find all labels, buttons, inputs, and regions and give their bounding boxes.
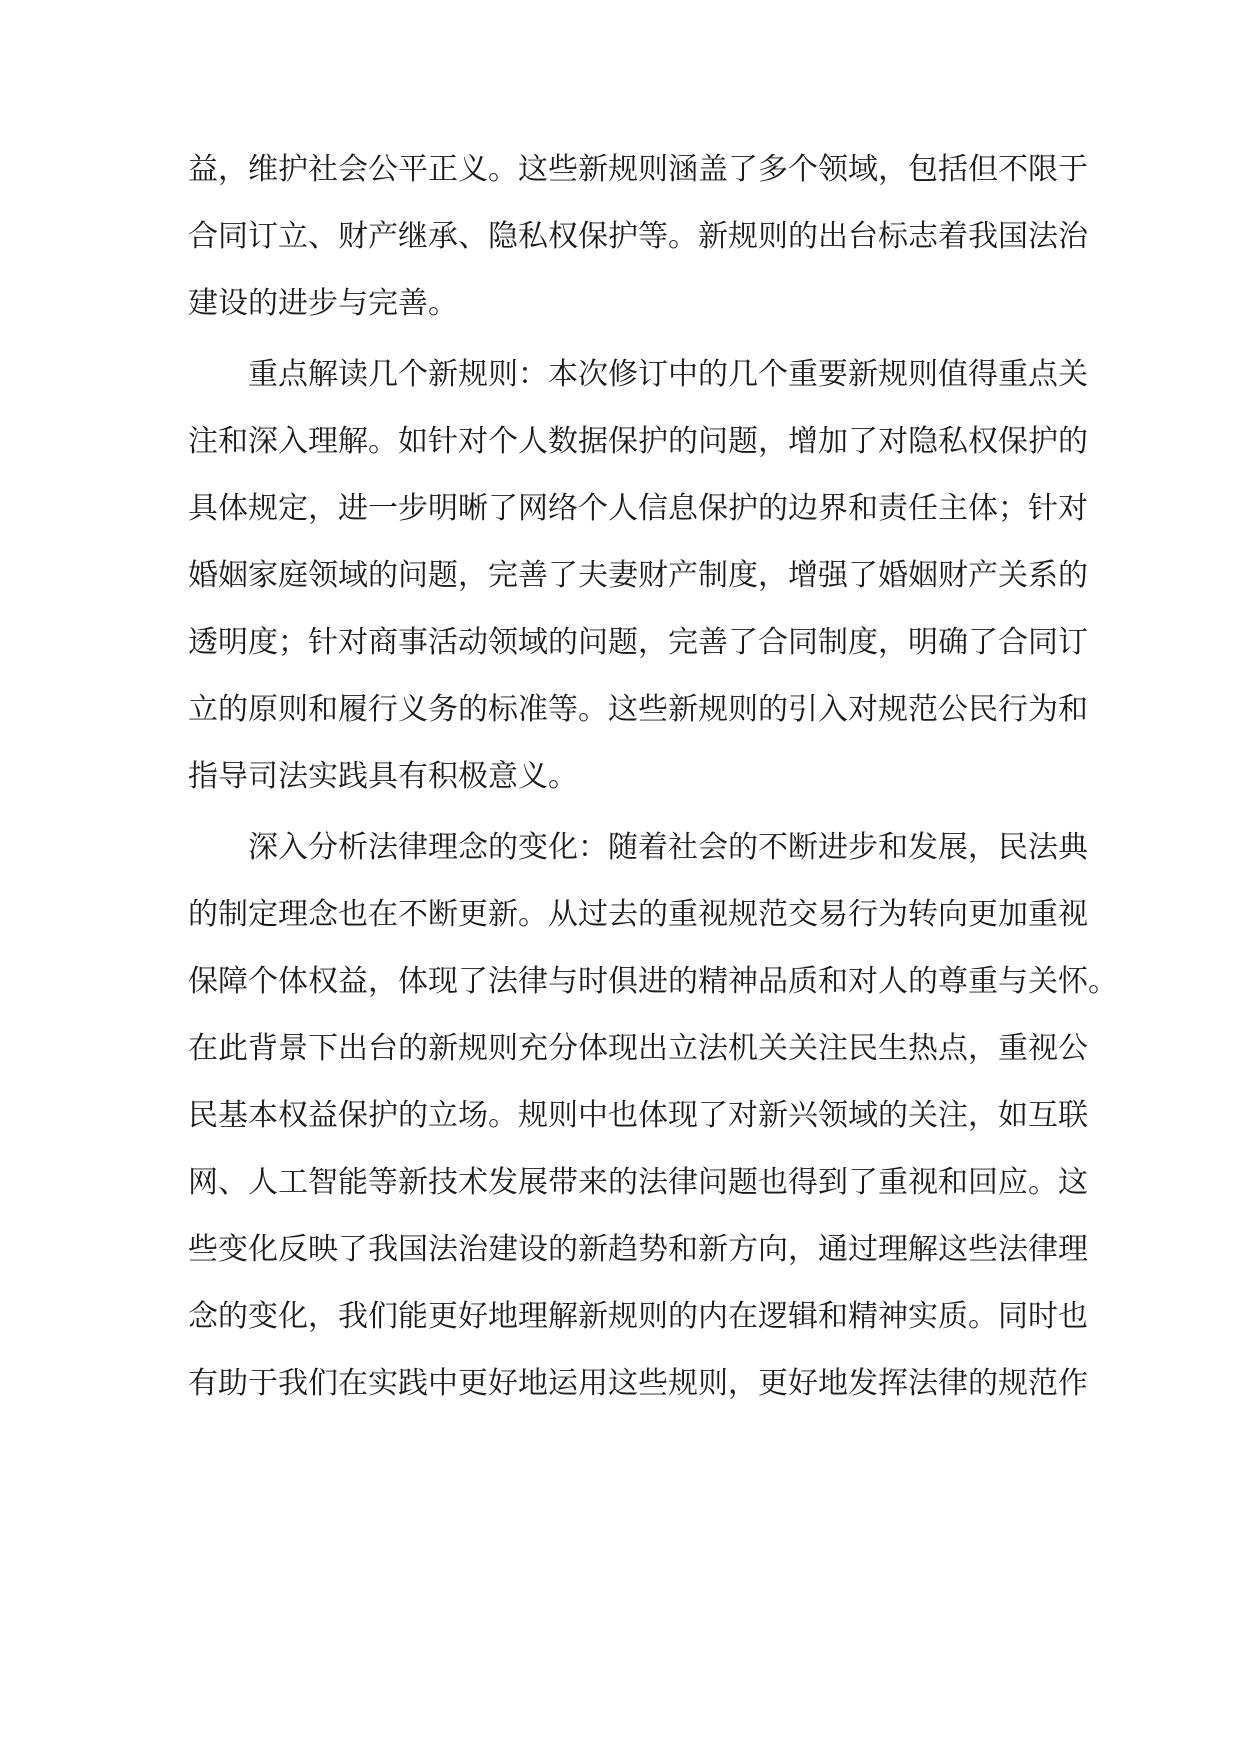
text-line: 建设的进步与完善。 bbox=[188, 286, 458, 321]
text-line: 重点解读几个新规则：本次修订中的几个重要新规则值得重点关 bbox=[248, 357, 1088, 392]
text-line: 指导司法实践具有积极意义。 bbox=[188, 759, 578, 794]
text-line: 保障个体权益，体现了法律与时俱进的精神品质和对人的尊重与关怀。 bbox=[188, 964, 1118, 999]
text-line: 具体规定，进一步明晰了网络个人信息保护的边界和责任主体；针对 bbox=[188, 491, 1088, 526]
text-line: 婚姻家庭领域的问题，完善了夫妻财产制度，增强了婚姻财产关系的 bbox=[188, 558, 1088, 593]
paragraph-3 bbox=[188, 814, 1118, 1417]
text-line: 立的原则和履行义务的标准等。这些新规则的引入对规范公民行为和 bbox=[188, 692, 1088, 727]
text-line: 有助于我们在实践中更好地运用这些规则，更好地发挥法律的规范作 bbox=[188, 1366, 1088, 1401]
text-line: 民基本权益保护的立场。规则中也体现了对新兴领域的关注，如互联 bbox=[188, 1098, 1088, 1133]
text-line: 益，维护社会公平正义。这些新规则涵盖了多个领域，包括但不限于 bbox=[188, 152, 1088, 187]
text-line: 透明度；针对商事活动领域的问题，完善了合同制度，明确了合同订 bbox=[188, 625, 1088, 660]
body-text bbox=[188, 136, 1118, 1417]
paragraph-1 bbox=[188, 136, 1088, 337]
text-line: 网、人工智能等新技术发展带来的法律问题也得到了重视和回应。这 bbox=[188, 1165, 1088, 1200]
text-line: 念的变化，我们能更好地理解新规则的内在逻辑和精神实质。同时也 bbox=[188, 1299, 1088, 1334]
text-line: 合同订立、财产继承、隐私权保护等。新规则的出台标志着我国法治 bbox=[188, 219, 1088, 254]
paragraph-2 bbox=[188, 341, 1088, 810]
text-line: 在此背景下出台的新规则充分体现出立法机关关注民生热点，重视公 bbox=[188, 1031, 1088, 1066]
text-line: 深入分析法律理念的变化：随着社会的不断进步和发展，民法典 bbox=[248, 830, 1088, 865]
text-line: 些变化反映了我国法治建设的新趋势和新方向，通过理解这些法律理 bbox=[188, 1232, 1088, 1267]
text-line: 的制定理念也在不断更新。从过去的重视规范交易行为转向更加重视 bbox=[188, 897, 1088, 932]
text-line: 注和深入理解。如针对个人数据保护的问题，增加了对隐私权保护的 bbox=[188, 424, 1088, 459]
